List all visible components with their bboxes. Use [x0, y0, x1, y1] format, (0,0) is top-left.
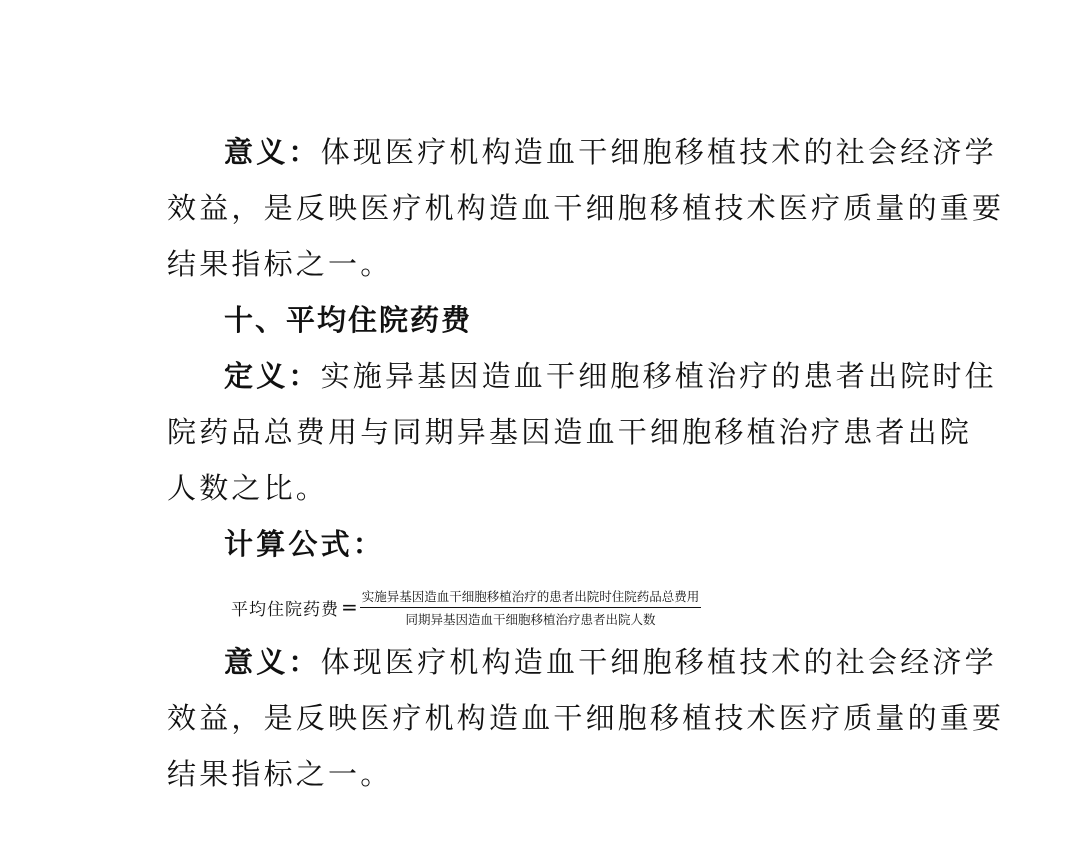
- meaning-paragraph-line: [224, 132, 997, 172]
- meaning-paragraph-line: 效益，是反映医疗机构造血干细胞移植技术医疗质量的重要: [167, 701, 1005, 735]
- meaning-text: 体现医疗机构造血干细胞移植技术的社会经济学: [320, 135, 997, 169]
- meaning-paragraph-line: 效益，是反映医疗机构造血干细胞移植技术医疗质量的重要: [167, 191, 1005, 225]
- section-heading: 十、平均住院药费: [224, 303, 473, 337]
- formula-heading: 计算公式：: [224, 527, 386, 561]
- formula-equals: =: [341, 595, 358, 619]
- meaning-text: 体现医疗机构造血干细胞移植技术的社会经济学: [320, 645, 997, 679]
- meaning-paragraph-line: 结果指标之一。: [167, 757, 393, 791]
- formula-denominator: 同期异基因造血干细胞移植治疗患者出院人数: [405, 611, 656, 627]
- meaning-paragraph-line: [224, 642, 997, 682]
- formula: [231, 584, 701, 630]
- formula-fraction: [360, 587, 702, 628]
- meaning-label: 意义：: [224, 645, 321, 679]
- formula-lhs: 平均住院药费: [231, 599, 339, 620]
- meaning-label: 意义：: [224, 135, 321, 169]
- definition-label: 定义：: [224, 359, 321, 393]
- definition-text: 实施异基因造血干细胞移植治疗的患者出院时住: [320, 359, 997, 393]
- definition-paragraph-line: [224, 356, 997, 396]
- formula-numerator: 实施异基因造血干细胞移植治疗的患者出院时住院药品总费用: [360, 587, 702, 608]
- definition-paragraph-line: 人数之比。: [167, 471, 329, 505]
- meaning-paragraph-line: 结果指标之一。: [167, 247, 393, 281]
- definition-paragraph-line: 院药品总费用与同期异基因造血干细胞移植治疗患者出院: [167, 415, 973, 449]
